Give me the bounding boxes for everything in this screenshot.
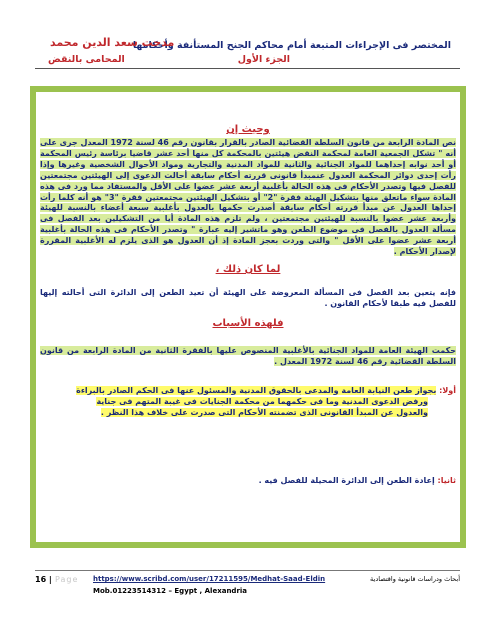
author-role: المحامى بالنقض bbox=[48, 54, 125, 65]
content-frame bbox=[30, 86, 466, 548]
ruling-item-first-line-3: والعدول عن المبدأ القانونى الذى تضمنته الأحكام التى صدرت على خلاف هذا النظر . bbox=[100, 407, 428, 417]
ruling-item-first bbox=[40, 386, 456, 419]
page-footer bbox=[35, 570, 460, 601]
ruling-item-second-text: إعادة الطعن إلى الدائرة المحيلة للفصل فيه . bbox=[258, 476, 435, 485]
content-page bbox=[36, 92, 460, 542]
paragraph-article-four-text: نص المادة الرابعة من قانون السلطة القضائية الصادر بالقرار بقانون رقم 46 لسنة 1972 المعدل جرى على أنه " تشكل الجمعية العامة لمحكمة النقض هيئتين بالمحكمة كل منها أحد عشر قاضيا برئاسة رئيس المحكمة أو أحد نوابه إحداهما للمواد الجنائية والثانية للمواد المدنية والتجارية ومواد الأحوال الشخصية وغيرها وإذا رأت إحدى دوائر المحكمة العدول عنمبدأ قانونى قررته أحكام سابقة أحالت الدعوى إلى الهيئتين مجتمعتين للفصل فيها وتصدر الأحكام فى هذه الحالة بأغلبية أربعة عشر عضوا على الأقل والمستفاد مما ورد فى هذه المادة سواء ماتعلق منها بتشكيل الهيئة فقرة "2" أو بتشكيل الهيئتين مجتمعتين فقرة "3" هو أنه كلما رأت إحداها العدول عن مبدأ قررته أحكام سابقة أصدرت حكمها بالعدول بأغلبية سبعة أعضاء بالنسبة للهيئة وأربعة عشر عضوا بالنسبة للهيئتين مجتمعتين ، ولم تلزم هذه المادة أيا من التشكيلين بعد الفصل فى مسألة العدول بالفصل فى موضوع الطعن وهو ماتشير إليه عبارة " وتصدر الأحكام فى هذه الحالة بأغلبية أربعة عشر عضوا على الأقل " والتى وردت بعجز المادة إذ أن العدول هو الذى يلزم له الأغلبية المقررة لإصدار الأحكام . bbox=[40, 138, 457, 257]
section-heading-reasons: فلهذه الأسباب bbox=[212, 318, 284, 329]
paragraph-article-four bbox=[40, 138, 456, 258]
paragraph-return-appeal: فإنه يتعين بعد الفصل فى المسألة المعروضة على الهيئة أن تعيد الطعن إلى الدائرة التى أحالته إليها للفصل فيه طبقا لأحكام القانون . bbox=[40, 288, 456, 308]
header-divider bbox=[35, 68, 460, 69]
content-body bbox=[40, 92, 456, 542]
ruling-item-second bbox=[40, 476, 456, 487]
author-profile-link[interactable]: https://www.scribd.com/user/17211595/Medhat-Saad-Eldin bbox=[93, 575, 326, 583]
section-heading-whereas: وحيث إن bbox=[226, 124, 270, 135]
page-number: 16 | bbox=[35, 575, 52, 584]
site-label: أبحاث ودراسات قانونية واقتصادية bbox=[370, 575, 460, 583]
ruling-item-first-line-1: بجواز طعن النيابة العامة والمدعى بالحقوق المدنية والمسئول عنها فى الحكم الصادر بالبراءة bbox=[76, 386, 437, 395]
ruling-item-first-line-2: ورفض الدعوى المدنية وما فى حكمهما من محكمة الجنايات فى غيبة المتهم فى جناية bbox=[96, 396, 428, 406]
ruling-item-first-label: أولا: bbox=[439, 386, 456, 395]
document-title: المختصر فى الإجراءات المتبعة أمام محاكم الجنح المستأنفة وأحكامها bbox=[132, 40, 451, 51]
document-part: الجزء الأول bbox=[237, 54, 290, 65]
paragraph-ruling-text: حكمت الهيئة العامة للمواد الجنائية بالأغلبية المنصوص عليها بالفقرة الثانية من المادة الرابعة من قانون السلطة القضائية رقم 46 لسنة 1972 المعدل . bbox=[40, 346, 456, 366]
section-heading-since: لما كان ذلك ، bbox=[215, 264, 281, 275]
page-word: Page bbox=[55, 575, 79, 584]
author-name: مدحت سعد الدين محمد bbox=[50, 36, 175, 49]
paragraph-ruling bbox=[40, 346, 456, 368]
contact-mobile: Mob.01223514312 – Egypt , Alexandria bbox=[93, 587, 248, 595]
ruling-item-second-label: ثانيا: bbox=[437, 476, 456, 485]
